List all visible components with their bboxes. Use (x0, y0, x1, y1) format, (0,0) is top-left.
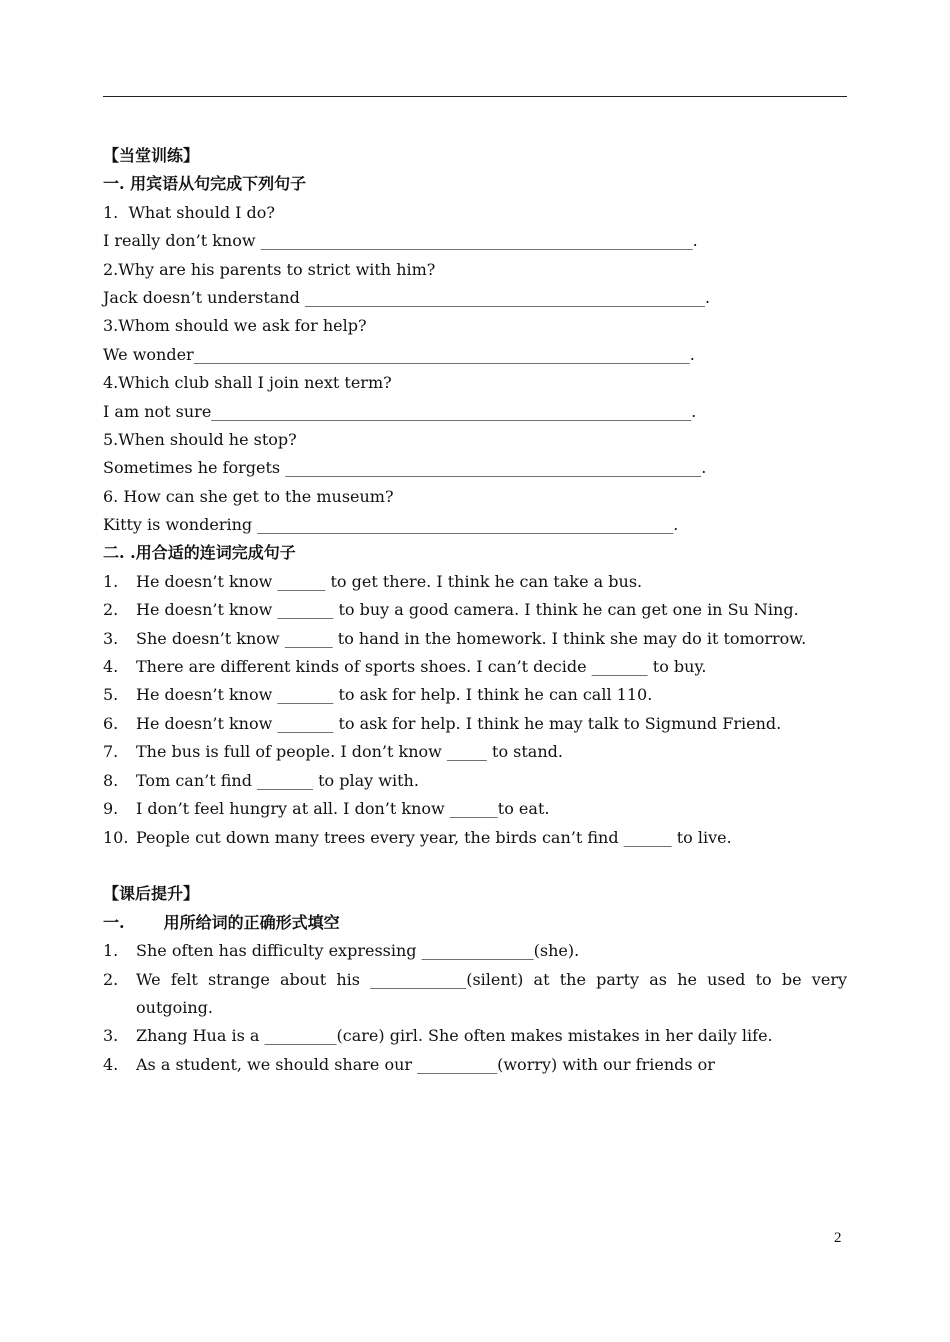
exercise-item (103, 596, 847, 624)
item-number: 1. (103, 941, 119, 961)
exercise-item (103, 653, 847, 681)
section-spacer (103, 852, 847, 880)
question-line: 2.Why are his parents to strict with him? (103, 259, 436, 279)
item-text: He doesn’t know ______ to get there. I think he can take a bus. (136, 571, 643, 591)
item-text: I don’t feel hungry at all. I don’t know ______to eat. (136, 799, 550, 819)
item-text: As a student, we should share our __________(worry) with our friends or (136, 1054, 715, 1074)
item-text: He doesn’t know _______ to ask for help. I think he can call 110. (136, 685, 653, 705)
item-text: We felt strange about his ____________(silent) at the party as he used to be very outgoing. (136, 969, 847, 1017)
exercise-item (103, 710, 847, 738)
item-number: 10. (103, 827, 129, 847)
item-text: He doesn’t know _______ to buy a good camera. I think he can get one in Su Ning. (136, 600, 799, 620)
item-number: 3. (103, 628, 119, 648)
item-text: The bus is full of people. I don’t know _____ to stand. (136, 742, 563, 762)
item-text: She doesn’t know ______ to hand in the homework. I think she may do it tomorrow. (136, 628, 807, 648)
page-number: 2 (834, 1230, 842, 1246)
header-rule (103, 96, 847, 97)
exercise-title: 二. .用合适的连词完成句子 (103, 543, 296, 563)
item-number: 4. (103, 657, 119, 677)
answer-line: Jack doesn’t understand __________________________________________________. (103, 287, 711, 307)
answer-line: I really don’t know ______________________________________________________. (103, 231, 698, 251)
item-number: 4. (103, 1054, 119, 1074)
item-number: 3. (103, 1026, 119, 1046)
exercise-item (103, 824, 847, 852)
question-line: 3.Whom should we ask for help? (103, 316, 367, 336)
item-number: 2. (103, 600, 119, 620)
item-text: There are different kinds of sports shoes. I can’t decide _______ to buy. (136, 657, 707, 677)
exercise-item (103, 966, 847, 1023)
item-number: 6. (103, 713, 119, 733)
answer-line: I am not sure____________________________________________________________. (103, 401, 697, 421)
question-line: 1. What should I do? (103, 202, 275, 222)
item-number: 8. (103, 770, 119, 790)
question-line: 4.Which club shall I join next term? (103, 373, 392, 393)
exercise-item (103, 738, 847, 766)
exercise-item (103, 795, 847, 823)
item-text: Tom can’t find _______ to play with. (136, 770, 419, 790)
answer-line: Sometimes he forgets ____________________________________________________. (103, 458, 707, 478)
item-number: 7. (103, 742, 119, 762)
exercise-item (103, 1051, 847, 1079)
exercise-item (103, 625, 847, 653)
worksheet-body (103, 142, 847, 1079)
item-number: 1. (103, 571, 119, 591)
exercise-title: 一. 用宾语从句完成下列句子 (103, 174, 307, 194)
exercise-title: 一. 用所给词的正确形式填空 (103, 912, 340, 932)
exercise-item (103, 1022, 847, 1050)
section-heading: 【当堂训练】 (103, 146, 200, 165)
exercise-item (103, 937, 847, 965)
item-number: 2. (103, 969, 119, 989)
question-line: 5.When should he stop? (103, 429, 297, 449)
exercise-item (103, 681, 847, 709)
answer-line: We wonder______________________________________________________________. (103, 344, 695, 364)
item-number: 9. (103, 799, 119, 819)
exercise-item (103, 767, 847, 795)
question-line: 6. How can she get to the museum? (103, 486, 394, 506)
item-number: 5. (103, 685, 119, 705)
item-text: He doesn’t know _______ to ask for help. I think he may talk to Sigmund Friend. (136, 713, 782, 733)
item-text: Zhang Hua is a _________(care) girl. She often makes mistakes in her daily life. (136, 1026, 773, 1046)
exercise-item (103, 568, 847, 596)
answer-line: Kitty is wondering ____________________________________________________. (103, 515, 679, 535)
section-heading: 【课后提升】 (103, 884, 200, 904)
item-text: She often has difficulty expressing ______________(she). (136, 941, 580, 961)
item-text: People cut down many trees every year, the birds can’t find ______ to live. (136, 827, 732, 847)
